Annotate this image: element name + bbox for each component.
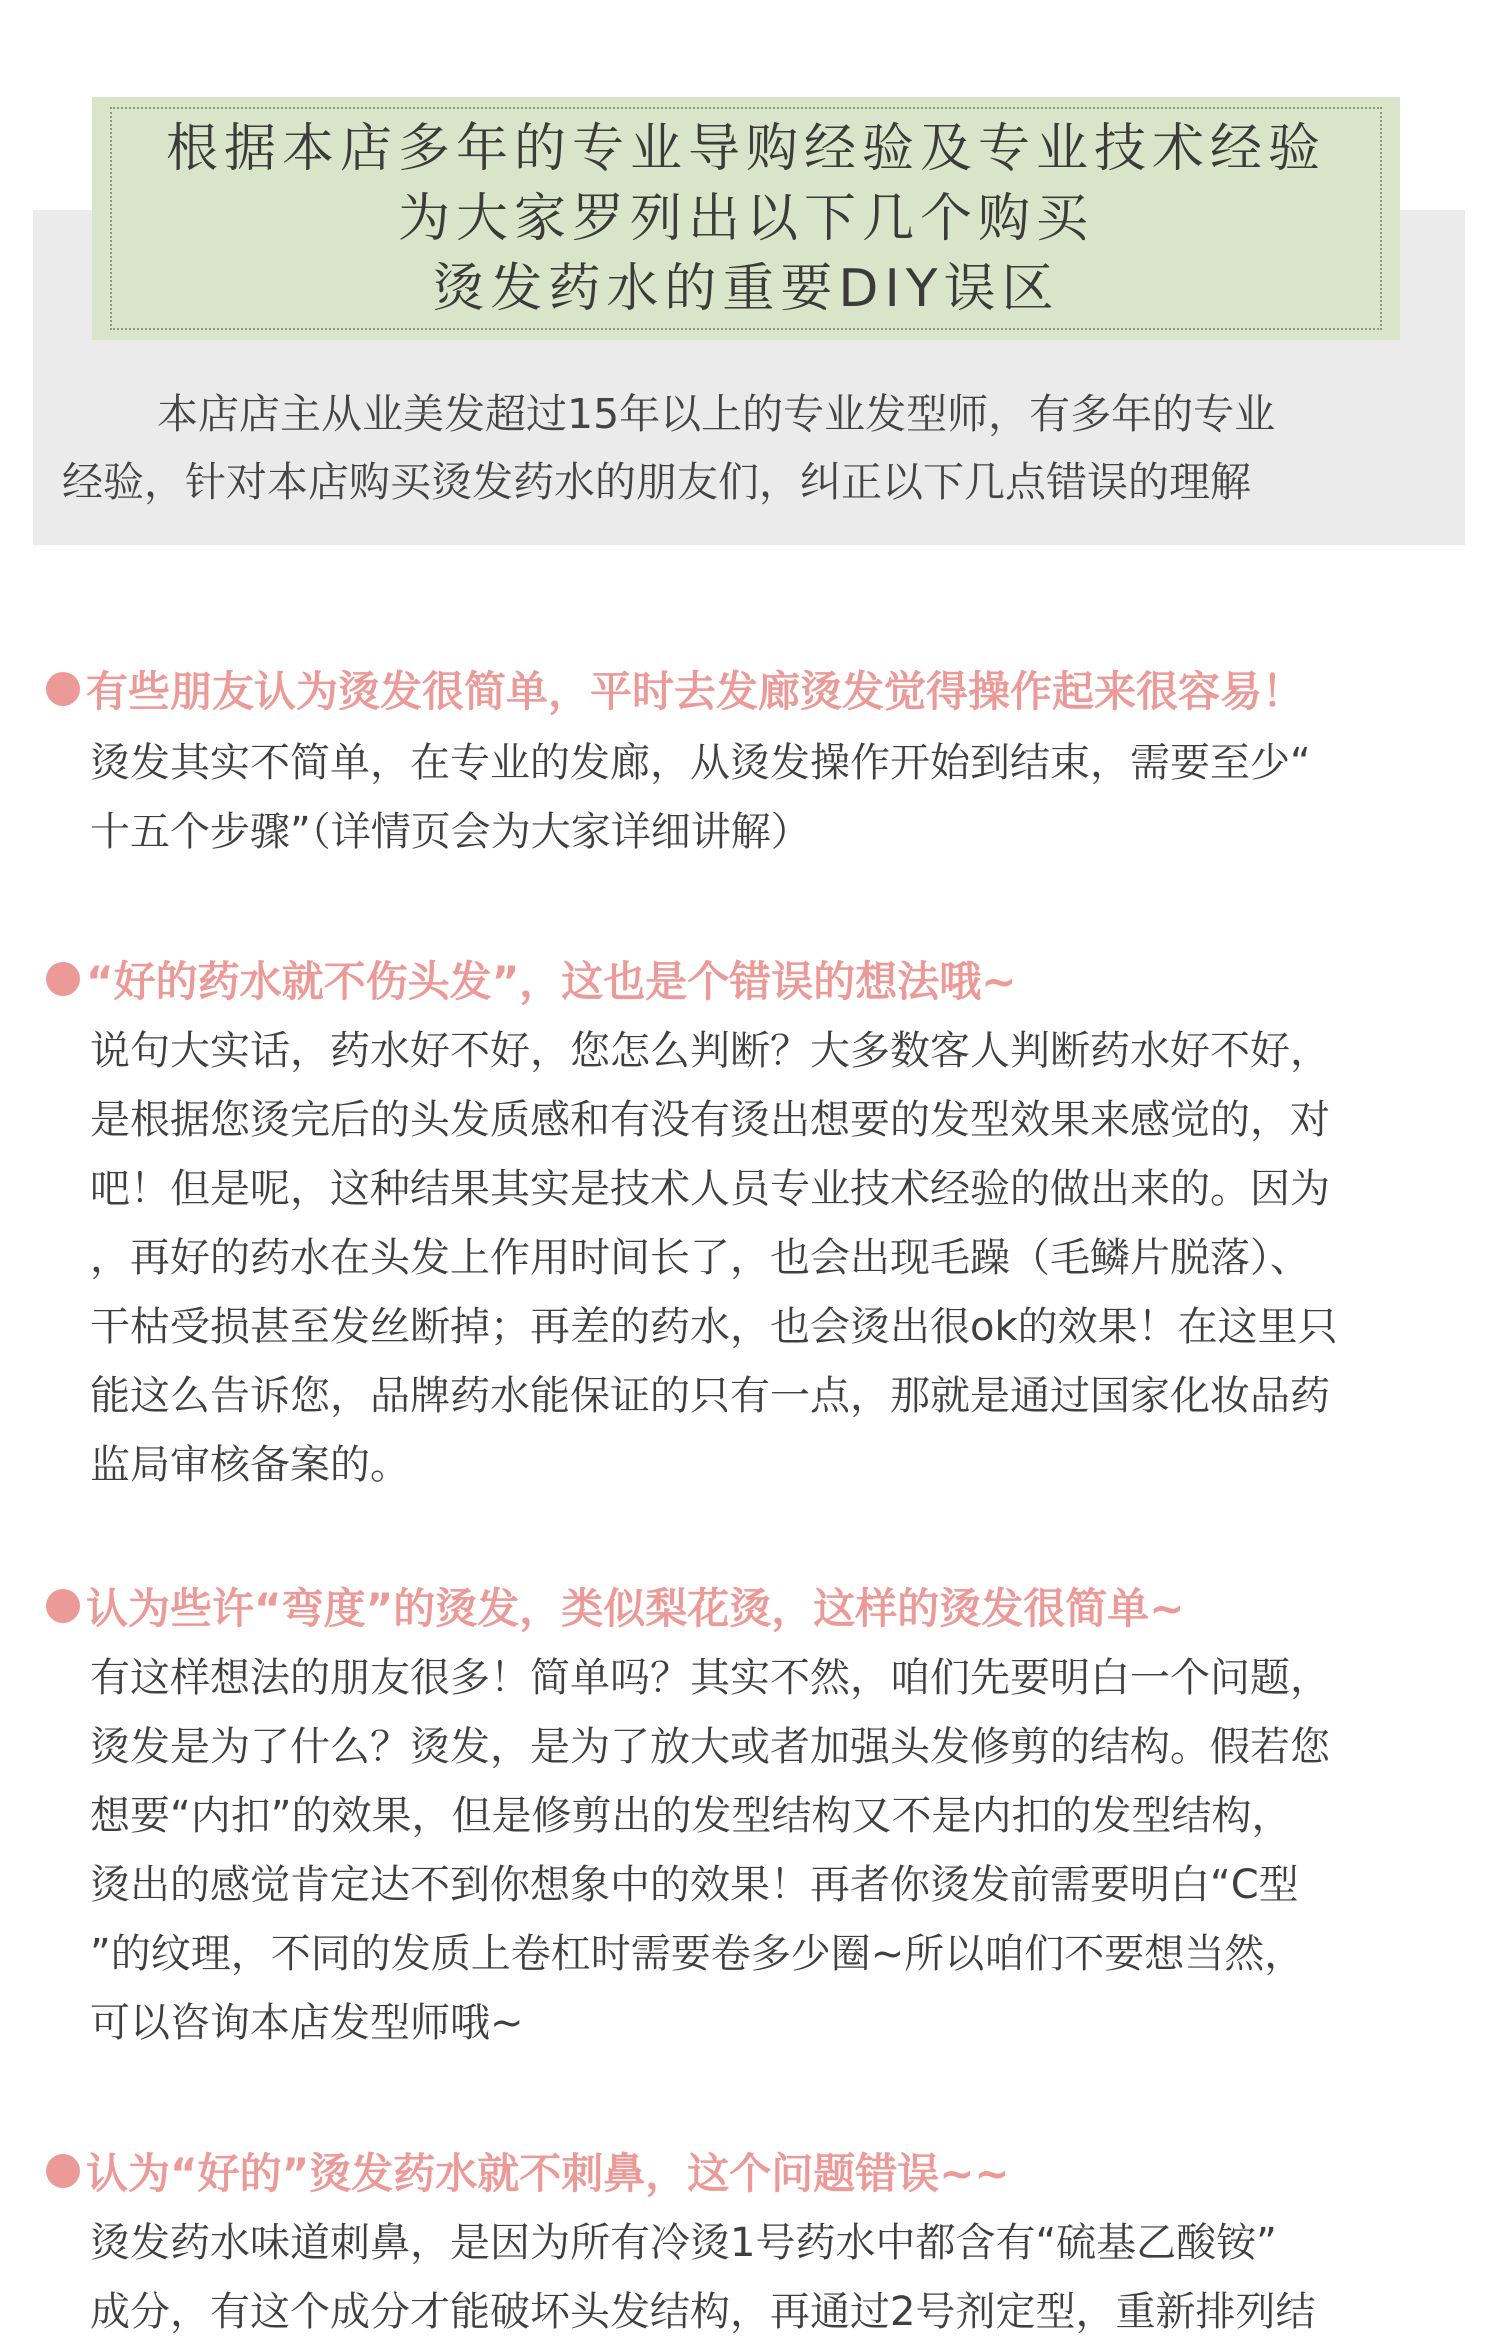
bullet-dot-icon	[46, 962, 80, 996]
body-line: 干枯受损甚至发丝断掉；再差的药水，也会烫出很ok的效果！在这里只	[90, 1304, 1338, 1350]
section-2	[46, 945, 1456, 1500]
intro-paragraph	[62, 380, 1452, 516]
body-line: 有这样想法的朋友很多！简单吗？其实不然，咱们先要明白一个问题，	[90, 1655, 1330, 1701]
body-line: 是根据您烫完后的头发质感和有没有烫出想要的发型效果来感觉的，对	[90, 1097, 1330, 1143]
body-line: 想要“内扣”的效果，但是修剪出的发型结构又不是内扣的发型结构，	[90, 1793, 1292, 1839]
intro-line-2: 经验，针对本店购买烫发药水的朋友们，纠正以下几点错误的理解	[62, 458, 1251, 506]
intro-line-1: 本店店主从业美发超过15年以上的专业发型师，有多年的专业	[157, 390, 1276, 438]
section-body	[90, 2209, 1456, 2347]
section-heading	[46, 1572, 1456, 1640]
title-banner	[92, 97, 1400, 340]
body-line: ，再好的药水在头发上作用时间长了，也会出现毛躁（毛鳞片脱落）、	[90, 1235, 1310, 1281]
section-body	[90, 1644, 1456, 2058]
title-dotted-frame	[110, 107, 1382, 330]
section-heading-text: “好的药水就不伤头发”，这也是个错误的想法哦~	[86, 957, 1017, 1006]
body-line: 可以咨询本店发型师哦~	[90, 2000, 524, 2046]
body-line: ”的纹理，不同的发质上卷杠时需要卷多少圈~所以咱们不要想当然，	[90, 1931, 1305, 1977]
body-line: 说句大实话，药水好不好，您怎么判断？大多数客人判断药水好不好，	[90, 1028, 1330, 1074]
section-3	[46, 1572, 1456, 2058]
bullet-dot-icon	[46, 1589, 80, 1623]
bullet-dot-icon	[46, 672, 80, 706]
body-line: 烫发药水味道刺鼻，是因为所有冷烫1号药水中都含有“硫基乙酸铵”	[90, 2220, 1277, 2266]
title-line-3: 烫发药水的重要DIY误区	[432, 258, 1060, 319]
section-body	[90, 729, 1456, 867]
body-line: 烫发是为了什么？烫发，是为了放大或者加强头发修剪的结构。假若您	[90, 1724, 1330, 1770]
body-line: 吧！但是呢，这种结果其实是技术人员专业技术经验的做出来的。因为	[90, 1166, 1330, 1212]
section-heading-text: 有些朋友认为烫发很简单，平时去发廊烫发觉得操作起来很容易！	[86, 667, 1305, 716]
section-body	[90, 1017, 1456, 1500]
section-heading	[46, 655, 1456, 723]
section-1	[46, 655, 1456, 867]
body-line: 能这么告诉您，品牌药水能保证的只有一点，那就是通过国家化妆品药	[90, 1373, 1330, 1419]
section-heading-text: 认为“好的”烫发药水就不刺鼻，这个问题错误~~	[86, 2149, 1010, 2198]
section-heading	[46, 945, 1456, 1013]
body-line: 烫发其实不简单，在专业的发廊，从烫发操作开始到结束，需要至少“	[90, 740, 1311, 786]
body-line: 成分，有这个成分才能破坏头发结构，再通过2号剂定型，重新排列结	[90, 2289, 1316, 2335]
title-line-1: 根据本店多年的专业导购经验及专业技术经验	[165, 118, 1326, 179]
section-heading	[46, 2137, 1456, 2205]
section-heading-text: 认为些许“弯度”的烫发，类似梨花烫，这样的烫发很简单~	[86, 1584, 1185, 1633]
body-line: 烫出的感觉肯定达不到你想象中的效果！再者你烫发前需要明白“C型	[90, 1862, 1299, 1908]
bullet-dot-icon	[46, 2154, 80, 2188]
title-line-2: 为大家罗列出以下几个购买	[397, 188, 1094, 249]
body-line: 十五个步骤”（详情页会为大家详细讲解）	[90, 809, 811, 855]
body-line: 监局审核备案的。	[90, 1442, 410, 1488]
section-4	[46, 2137, 1456, 2347]
